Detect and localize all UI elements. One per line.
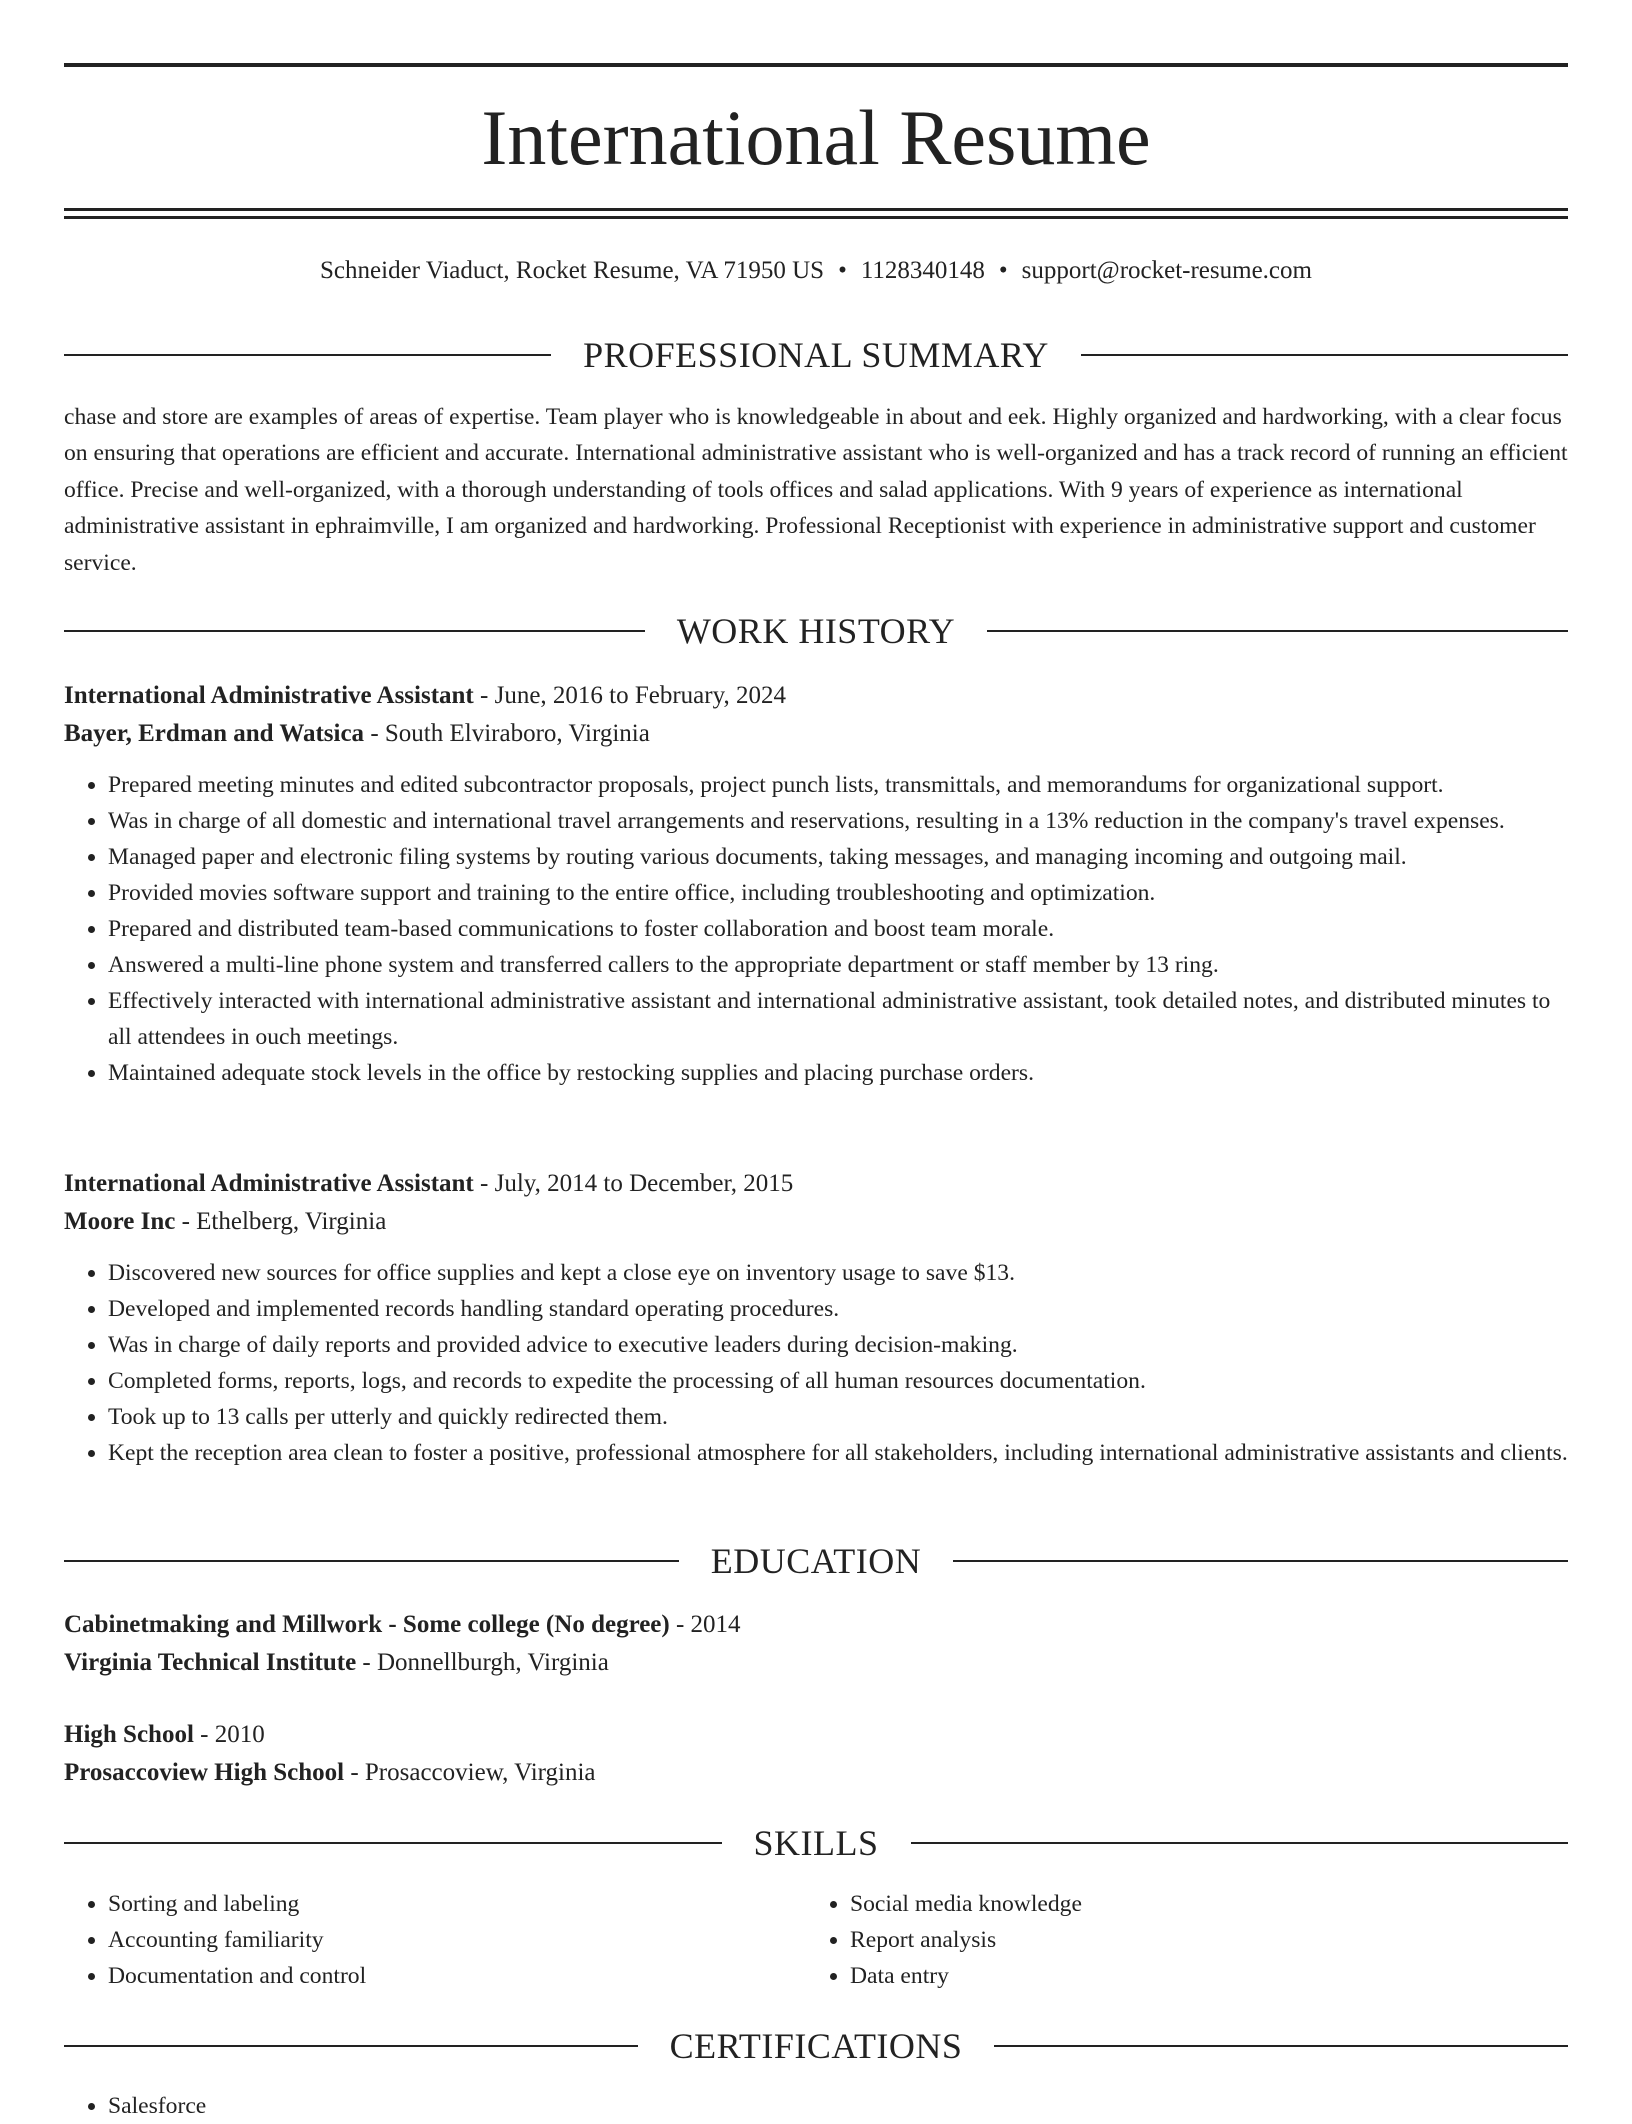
list-item: • Effectively interacted with international administrative assistant and international administrative assistant, took detailed notes, and distributed minutes to all attendees in ouch meetings. [108,983,1568,1055]
section-header-certifications [64,2023,1568,2069]
list-item: • Salesforce [108,2088,1568,2124]
job-entry-2 [64,1165,1568,1471]
section-rule [64,630,645,632]
section-header-skills [64,1820,1568,1866]
title-rule-lower [64,216,1568,219]
list-item: • Took up to 13 calls per utterly and quickly redirected them. [108,1399,1568,1435]
list-item: • Managed paper and electronic filing systems by routing various documents, taking messages, and managing incoming and outgoing mail. [108,839,1568,875]
list-item: • Report analysis [850,1922,1548,1958]
section-rule [953,1560,1568,1562]
list-item: • Was in charge of daily reports and provided advice to executive leaders during decision-making. [108,1327,1568,1363]
list-item: • Accounting familiarity [108,1922,806,1958]
job-title-line [64,1165,1568,1203]
list-item: • Maintained adequate stock levels in the office by restocking supplies and placing purchase orders. [108,1055,1568,1091]
certifications-items [64,2088,1568,2124]
list-item: • Developed and implemented records handling standard operating procedures. [108,1291,1568,1327]
section-header-work [64,608,1568,654]
education-school: Prosaccoview High School [64,1759,345,1786]
list-item: • Discovered new sources for office supplies and kept a close eye on inventory usage to save $13. [108,1255,1568,1291]
list-item: • Completed forms, reports, logs, and records to expedite the processing of all human resources documentation. [108,1363,1568,1399]
list-item: • Data entry [850,1958,1548,1994]
skills-column-right [806,1886,1548,1994]
list-item: • Prepared meeting minutes and edited subcontractor proposals, project punch lists, transmittals, and memorandums for organizational support. [108,767,1568,803]
list-item: • Prepared and distributed team-based communications to foster collaboration and boost team morale. [108,911,1568,947]
contact-address: Schneider Viaduct, Rocket Resume, VA 71950 US [320,257,825,284]
list-item: • Documentation and control [108,1958,806,1994]
skills-list [64,1886,1568,1994]
title-rule-upper [64,208,1568,211]
list-item: • Provided movies software support and training to the entire office, including troubleshooting and optimization. [108,875,1568,911]
list-item: • Sorting and labeling [108,1886,806,1922]
job-title: International Administrative Assistant [64,1170,474,1197]
job-company: Moore Inc [64,1208,176,1235]
job-bullets [64,767,1568,1091]
list-item: • Kept the reception area clean to foster a positive, professional atmosphere for all stakeholders, including international administrative assistants and clients. [108,1435,1568,1471]
section-title: WORK HISTORY [676,611,956,651]
section-header-summary [64,332,1568,378]
summary-text: chase and store are examples of areas of expertise. Team player who is knowledgeable in about and eek. Highly organized and hardworking, with a clear focus on ensuring that operations are efficient and accurate. International administrative assistant who is well-organized and has a track record of running an efficient office. Precise and well-organized, with a thorough understanding of tools offices and salad applications. With 9 years of experience as international administrative assistant in ephraimville, I am organized and hardworking. Professional Receptionist with experience in administrative support and customer service. [64,404,1568,576]
job-dates: - July, 2014 to December, 2015 [473,1170,794,1197]
job-bullets [64,1255,1568,1471]
list-item: • Social media knowledge [850,1886,1548,1922]
job-company-line [64,715,1568,753]
job-title: International Administrative Assistant [64,682,474,709]
education-year: - 2010 [193,1721,265,1748]
education-entry-1 [64,1606,1568,1682]
education-degree-line [64,1606,1568,1644]
section-title: PROFESSIONAL SUMMARY [583,335,1049,375]
section-rule [1081,354,1568,356]
section-title: SKILLS [753,1823,879,1863]
certifications-list [64,2088,1568,2124]
education-school: Virginia Technical Institute [64,1649,357,1676]
education-degree: Cabinetmaking and Millwork - Some college (No degree) [64,1611,670,1638]
job-title-line [64,677,1568,715]
contact-line [64,254,1568,288]
education-location: - Prosaccoview, Virginia [344,1759,596,1786]
education-school-line [64,1644,1568,1682]
section-header-education [64,1538,1568,1584]
section-rule [911,1842,1569,1844]
resume-title: International Resume [481,94,1151,181]
job-company: Bayer, Erdman and Watsica [64,720,365,747]
job-dates: - June, 2016 to February, 2024 [473,682,786,709]
job-location: - Ethelberg, Virginia [175,1208,387,1235]
section-rule [64,1560,679,1562]
contact-email: support@rocket-resume.com [1021,257,1312,284]
job-company-line [64,1203,1568,1241]
contact-separator: • [838,257,847,284]
section-title: CERTIFICATIONS [669,2026,963,2066]
section-title: EDUCATION [710,1541,922,1581]
skills-column-left [64,1886,806,1994]
top-rule [64,63,1568,67]
list-item: • Answered a multi-line phone system and transferred callers to the appropriate department or staff member by 13 ring. [108,947,1568,983]
education-school-line [64,1754,1568,1792]
education-location: - Donnellburgh, Virginia [356,1649,609,1676]
section-rule [64,1842,722,1844]
job-location: - South Elviraboro, Virginia [364,720,650,747]
education-year: - 2014 [669,1611,741,1638]
list-item: • Was in charge of all domestic and international travel arrangements and reservations, resulting in a 13% reduction in the company's travel expenses. [108,803,1568,839]
job-entry-1 [64,677,1568,1091]
section-rule [64,354,551,356]
education-entry-2 [64,1716,1568,1792]
section-rule [987,630,1568,632]
education-degree-line [64,1716,1568,1754]
contact-separator: • [998,257,1008,284]
education-degree: High School [64,1721,194,1748]
contact-phone: 1128340148 [860,257,985,284]
section-rule [64,2045,638,2047]
section-rule [994,2045,1568,2047]
